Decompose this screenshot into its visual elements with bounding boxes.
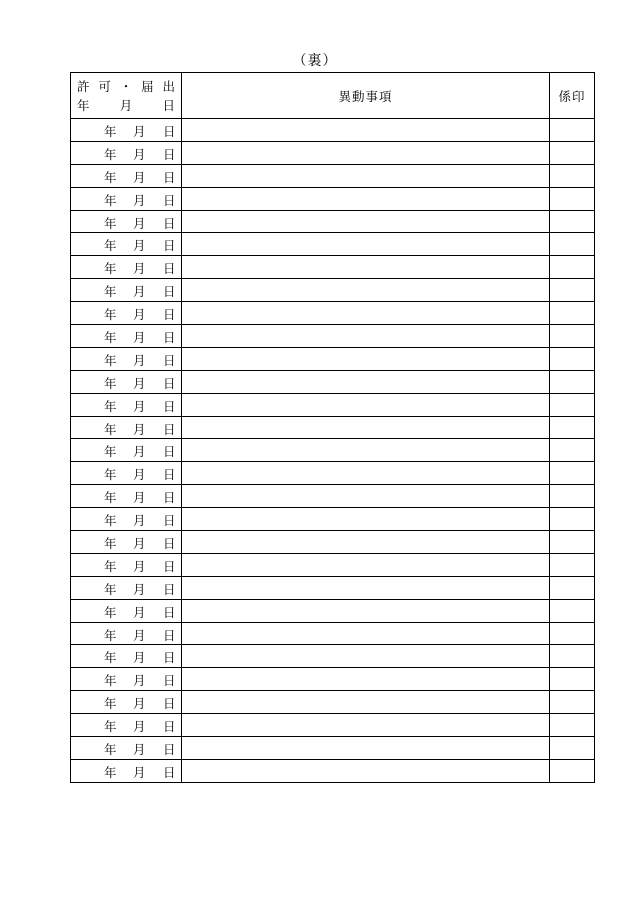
month-label: 月 (133, 558, 146, 574)
day-label: 日 (163, 169, 176, 185)
seal-cell[interactable] (550, 599, 595, 622)
date-cell[interactable] (71, 668, 182, 691)
year-label: 年 (104, 719, 117, 735)
year-label: 年 (104, 215, 117, 231)
day-label: 日 (163, 696, 176, 712)
change-cell[interactable] (182, 393, 550, 416)
table-header-row (71, 73, 595, 119)
year-label: 年 (104, 467, 117, 483)
month-label: 月 (133, 536, 146, 552)
date-cell[interactable] (71, 462, 182, 485)
change-cell[interactable] (182, 531, 550, 554)
year-label: 年 (104, 124, 117, 139)
seal-cell[interactable] (550, 302, 595, 325)
date-cell[interactable] (71, 599, 182, 622)
seal-cell[interactable] (550, 759, 595, 782)
day-label: 日 (163, 261, 176, 277)
table-row (71, 462, 595, 485)
year-label: 年 (104, 490, 117, 506)
date-cell[interactable] (71, 485, 182, 508)
day-label: 日 (163, 215, 176, 231)
month-label: 月 (133, 421, 146, 437)
seal-cell[interactable] (550, 325, 595, 348)
date-cell[interactable] (71, 416, 182, 439)
table-row (71, 714, 595, 737)
date-cell[interactable] (71, 233, 182, 256)
year-label: 年 (104, 581, 117, 597)
day-label: 日 (163, 467, 176, 483)
table-row (71, 256, 595, 279)
year-label: 年 (104, 513, 117, 529)
month-label: 月 (133, 238, 146, 254)
month-label: 月 (133, 215, 146, 231)
table-row (71, 531, 595, 554)
day-label: 日 (163, 742, 176, 758)
day-label: 日 (163, 673, 176, 689)
change-cell[interactable] (182, 256, 550, 279)
change-cell[interactable] (182, 439, 550, 462)
month-label: 月 (133, 192, 146, 208)
month-label: 月 (133, 444, 146, 460)
day-label: 日 (163, 650, 176, 666)
seal-cell[interactable] (550, 439, 595, 462)
change-cell[interactable] (182, 485, 550, 508)
table-row (71, 622, 595, 645)
seal-cell[interactable] (550, 485, 595, 508)
table-row (71, 485, 595, 508)
date-cell[interactable] (71, 279, 182, 302)
date-cell[interactable] (71, 508, 182, 531)
seal-cell[interactable] (550, 531, 595, 554)
table-body (71, 119, 595, 783)
date-cell[interactable] (71, 302, 182, 325)
table-row (71, 508, 595, 531)
year-label: 年 (104, 398, 117, 414)
date-cell[interactable] (71, 370, 182, 393)
year-label: 年 (104, 238, 117, 254)
day-label: 日 (163, 375, 176, 391)
table-row (71, 119, 595, 142)
table-row (71, 347, 595, 370)
table-row (71, 439, 595, 462)
table-row (71, 576, 595, 599)
month-label: 月 (133, 581, 146, 597)
table-row (71, 233, 595, 256)
change-cell[interactable] (182, 416, 550, 439)
date-cell[interactable] (71, 439, 182, 462)
month-label: 月 (133, 604, 146, 620)
table-row (71, 370, 595, 393)
day-label: 日 (163, 444, 176, 460)
change-cell[interactable] (182, 508, 550, 531)
change-cell[interactable] (182, 622, 550, 645)
date-cell[interactable] (71, 531, 182, 554)
header-month-label: 月 (119, 98, 133, 113)
day-label: 日 (163, 146, 176, 162)
header-date-cell (71, 73, 182, 119)
table-row (71, 164, 595, 187)
year-label: 年 (104, 261, 117, 277)
year-label: 年 (104, 444, 117, 460)
day-label: 日 (163, 352, 176, 368)
seal-cell[interactable] (550, 645, 595, 668)
date-cell[interactable] (71, 256, 182, 279)
date-cell[interactable] (71, 347, 182, 370)
year-label: 年 (104, 307, 117, 323)
year-label: 年 (104, 536, 117, 552)
table-row (71, 553, 595, 576)
seal-cell[interactable] (550, 256, 595, 279)
month-label: 月 (133, 764, 146, 780)
table-row (71, 416, 595, 439)
change-cell[interactable] (182, 737, 550, 760)
change-cell[interactable] (182, 668, 550, 691)
month-label: 月 (133, 650, 146, 666)
year-label: 年 (104, 421, 117, 437)
date-cell[interactable] (71, 210, 182, 233)
day-label: 日 (163, 421, 176, 437)
header-date-char: 届 (141, 79, 154, 94)
seal-cell[interactable] (550, 691, 595, 714)
year-label: 年 (104, 169, 117, 185)
day-label: 日 (163, 238, 176, 254)
header-date-char: ・ (119, 79, 133, 94)
header-date-line2 (71, 96, 181, 118)
date-cell[interactable] (71, 622, 182, 645)
day-label: 日 (163, 330, 176, 346)
header-seal-cell: 係印 (550, 73, 595, 119)
change-cell[interactable] (182, 553, 550, 576)
table-row (71, 302, 595, 325)
date-cell[interactable] (71, 393, 182, 416)
seal-cell[interactable] (550, 347, 595, 370)
year-label: 年 (104, 330, 117, 346)
change-cell[interactable] (182, 233, 550, 256)
table-row (71, 279, 595, 302)
seal-cell[interactable] (550, 508, 595, 531)
year-label: 年 (104, 284, 117, 300)
table-row (71, 187, 595, 210)
day-label: 日 (163, 398, 176, 414)
table-row (71, 691, 595, 714)
date-cell[interactable] (71, 737, 182, 760)
day-label: 日 (163, 124, 176, 139)
year-label: 年 (104, 673, 117, 689)
month-label: 月 (133, 627, 146, 643)
table-row (71, 325, 595, 348)
date-cell[interactable] (71, 141, 182, 164)
seal-cell[interactable] (550, 187, 595, 210)
month-label: 月 (133, 124, 146, 139)
change-cell[interactable] (182, 347, 550, 370)
change-cell[interactable] (182, 164, 550, 187)
change-cell[interactable] (182, 119, 550, 142)
change-cell[interactable] (182, 302, 550, 325)
seal-cell[interactable] (550, 370, 595, 393)
header-date-char: 許 (77, 79, 90, 94)
seal-cell[interactable] (550, 279, 595, 302)
day-label: 日 (163, 536, 176, 552)
year-label: 年 (104, 764, 117, 780)
change-cell[interactable] (182, 759, 550, 782)
month-label: 月 (133, 490, 146, 506)
change-cell[interactable] (182, 599, 550, 622)
month-label: 月 (133, 169, 146, 185)
change-cell[interactable] (182, 325, 550, 348)
header-date-line1 (71, 73, 181, 96)
year-label: 年 (104, 375, 117, 391)
year-label: 年 (104, 352, 117, 368)
year-label: 年 (104, 604, 117, 620)
table-row (71, 759, 595, 782)
change-cell[interactable] (182, 462, 550, 485)
date-cell[interactable] (71, 714, 182, 737)
seal-cell[interactable] (550, 164, 595, 187)
day-label: 日 (163, 307, 176, 323)
day-label: 日 (163, 581, 176, 597)
seal-cell[interactable] (550, 622, 595, 645)
change-record-table (70, 72, 595, 783)
change-cell[interactable] (182, 279, 550, 302)
header-date-char: 可 (98, 79, 111, 94)
table-row (71, 141, 595, 164)
seal-cell[interactable] (550, 416, 595, 439)
year-label: 年 (104, 558, 117, 574)
seal-cell[interactable] (550, 233, 595, 256)
change-cell[interactable] (182, 691, 550, 714)
day-label: 日 (163, 719, 176, 735)
year-label: 年 (104, 627, 117, 643)
seal-cell[interactable] (550, 210, 595, 233)
table-row (71, 210, 595, 233)
header-year-label: 年 (77, 98, 90, 113)
seal-cell[interactable] (550, 141, 595, 164)
month-label: 月 (133, 513, 146, 529)
change-cell[interactable] (182, 187, 550, 210)
date-cell[interactable] (71, 119, 182, 142)
table-row (71, 668, 595, 691)
month-label: 月 (133, 398, 146, 414)
seal-cell[interactable] (550, 714, 595, 737)
day-label: 日 (163, 764, 176, 780)
month-label: 月 (133, 330, 146, 346)
year-label: 年 (104, 742, 117, 758)
header-day-label: 日 (162, 98, 175, 113)
date-cell[interactable] (71, 553, 182, 576)
page-heading: （裏） (292, 53, 338, 69)
year-label: 年 (104, 192, 117, 208)
month-label: 月 (133, 352, 146, 368)
month-label: 月 (133, 742, 146, 758)
date-cell[interactable] (71, 759, 182, 782)
day-label: 日 (163, 192, 176, 208)
month-label: 月 (133, 719, 146, 735)
seal-cell[interactable] (550, 576, 595, 599)
month-label: 月 (133, 673, 146, 689)
day-label: 日 (163, 558, 176, 574)
change-cell[interactable] (182, 645, 550, 668)
table-row (71, 599, 595, 622)
month-label: 月 (133, 284, 146, 300)
table-row (71, 737, 595, 760)
header-date-char: 出 (162, 79, 175, 94)
day-label: 日 (163, 490, 176, 506)
month-label: 月 (133, 146, 146, 162)
day-label: 日 (163, 627, 176, 643)
date-cell[interactable] (71, 325, 182, 348)
day-label: 日 (163, 284, 176, 300)
day-label: 日 (163, 513, 176, 529)
date-cell[interactable] (71, 691, 182, 714)
change-cell[interactable] (182, 141, 550, 164)
table-row (71, 393, 595, 416)
seal-cell[interactable] (550, 119, 595, 142)
month-label: 月 (133, 307, 146, 323)
date-cell[interactable] (71, 164, 182, 187)
header-change-cell: 異動事項 (182, 73, 550, 119)
month-label: 月 (133, 696, 146, 712)
day-label: 日 (163, 604, 176, 620)
year-label: 年 (104, 696, 117, 712)
change-cell[interactable] (182, 370, 550, 393)
seal-cell[interactable] (550, 737, 595, 760)
date-cell[interactable] (71, 576, 182, 599)
seal-cell[interactable] (550, 393, 595, 416)
change-cell[interactable] (182, 576, 550, 599)
year-label: 年 (104, 146, 117, 162)
seal-cell[interactable] (550, 462, 595, 485)
month-label: 月 (133, 375, 146, 391)
month-label: 月 (133, 467, 146, 483)
year-label: 年 (104, 650, 117, 666)
seal-cell[interactable] (550, 553, 595, 576)
seal-cell[interactable] (550, 668, 595, 691)
date-cell[interactable] (71, 645, 182, 668)
table-row (71, 645, 595, 668)
date-cell[interactable] (71, 187, 182, 210)
change-cell[interactable] (182, 210, 550, 233)
month-label: 月 (133, 261, 146, 277)
change-cell[interactable] (182, 714, 550, 737)
